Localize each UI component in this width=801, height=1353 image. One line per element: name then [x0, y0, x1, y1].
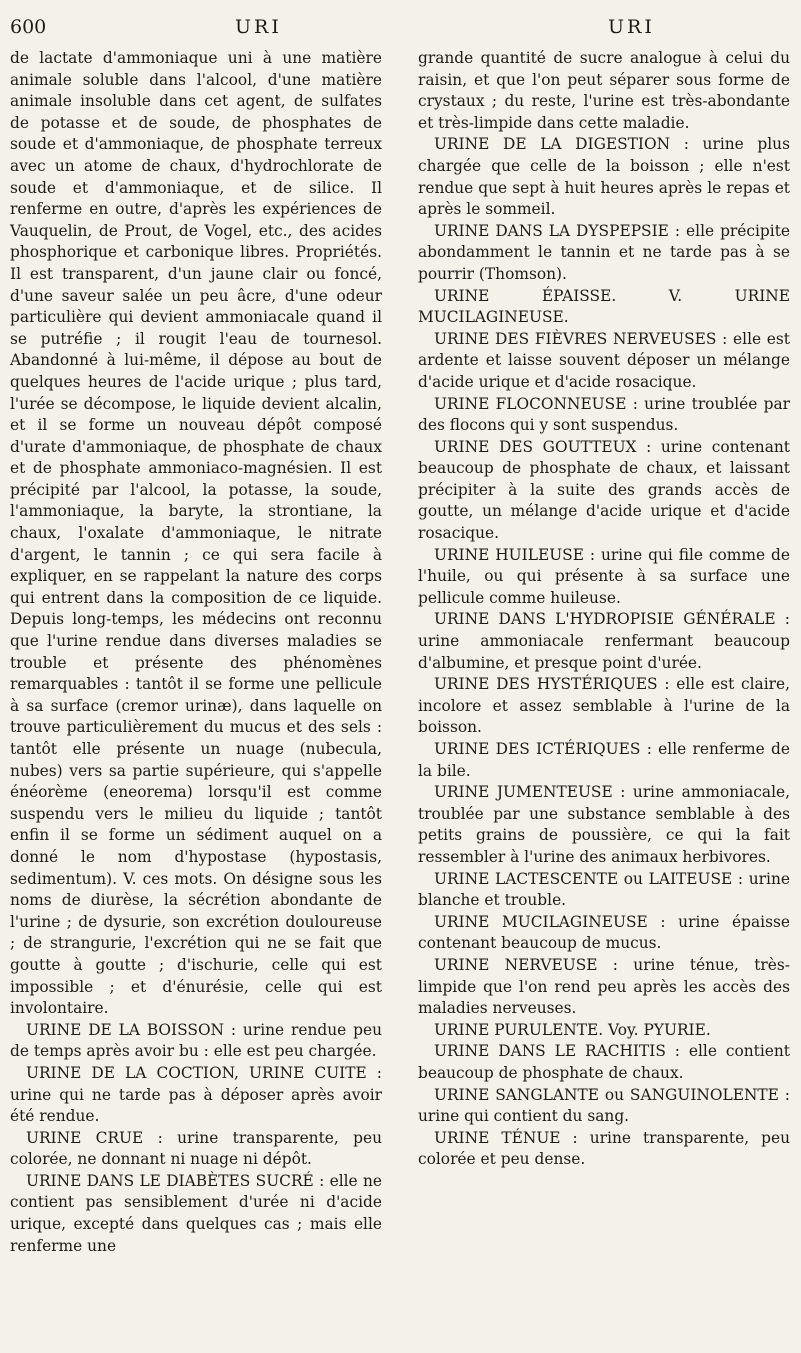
paragraph: de lactate d'ammoniaque uni à une matière animale soluble dans l'alcool, d'une matière animale insoluble dans cet agent, de sulfates de potasse et de soude, de phosphates de soude et d'ammoniaque, de phosphate terreux avec un atome de chaux, d'hydrochlorate de soude et d'ammoniaque, et de silice. Il renferme en outre, d'après les expériences de Vauquelin, de Prout, de Vogel, etc., des acides phosphorique et carbonique libres. Propriétés. Il est transparent, d'un jaune clair ou foncé, d'une saveur salée un peu âcre, d'une odeur particulière qui devient ammoniacale quand il se putréfie ; il rougit l'eau de tournesol. Abandonné à lui-même, il dépose au bout de quelques heures de l'acide urique ; plus tard, l'urée se décompose, le liquide devient alcalin, et il se forme un nouveau dépôt composé d'urate d'ammoniaque, de phosphate de chaux et de phosphate ammoniaco-magnésien. Il est précipité par l'alcool, la potasse, la soude, l'ammoniaque, la baryte, la strontiane, la chaux, l'oxalate d'ammoniaque, le nitrate d'argent, le tannin ; ce qui sera facile à expliquer, en se rappelant la nature des corps qui entrent dans la composition de ce liquide. Depuis long-temps, les médecins ont reconnu que l'urine rendue dans diverses maladies se trouble et présente des phénomènes remarquables : tantôt il se forme une pellicule à sa surface (cremor urinæ), dans laquelle on trouve particulièrement du mucus et des sels : tantôt elle présente un nuage (nubecula, nubes) vers sa partie supérieure, qui s'appelle énéorème (eneorema) lorsqu'il est comme suspendu vers le milieu du liquide ; tantôt enfin il se forme un sédiment auquel on a donné le nom d'hypostase (hypostasis, sedimentum). V. ces mots. On désigne sous les noms de diurèse, la sécrétion abondante de l'urine ; de dysurie, son excrétion douloureuse ; de strangurie, l'excrétion qui ne se fait que goutte à goutte ; d'ischurie, celle qui est impossible ; et d'énurésie, celle qui est involontaire.	[10, 49, 382, 1018]
dictionary-entry: URINE PURULENTE. Voy. PYURIE.	[434, 1020, 711, 1039]
dictionary-entry: URINE DES FIÈVRES NERVEUSES : elle est ardente et laisse souvent déposer un mélange d'acide urique et d'acide rosacique.	[418, 329, 790, 391]
dictionary-entry: URINE DANS LE DIABÈTES SUCRÉ : elle ne contient pas sensiblement d'urée ni d'acide urique, excepté dans quelques cas ; mais elle renferme une	[10, 1171, 382, 1255]
dictionary-entry: URINE TÉNUE : urine transparente, peu colorée et peu dense.	[418, 1128, 790, 1169]
left-column	[10, 48, 382, 1257]
dictionary-entry: URINE LACTESCENTE ou LAITEUSE : urine blanche et trouble.	[418, 869, 790, 910]
right-column	[418, 48, 790, 1171]
dictionary-entry: URINE DES ICTÉRIQUES : elle renferme de la bile.	[418, 740, 790, 780]
page-number: 600	[10, 16, 47, 38]
dictionary-entry: URINE JUMENTEUSE : urine ammoniacale, troublée par une substance semblable à des petits grains de poussière, ce qui la fait ressembler à l'urine des animaux herbivores.	[418, 783, 790, 866]
running-head-left: URI	[235, 16, 282, 38]
dictionary-entry: URINE DANS L'HYDROPISIE GÉNÉRALE : urine ammoniacale renfermant beaucoup d'albumine, et presque point d'urée.	[418, 610, 790, 672]
dictionary-entry: URINE DE LA BOISSON : urine rendue peu de temps après avoir bu : elle est peu chargée.	[10, 1020, 382, 1061]
dictionary-entry: URINE DANS LA DYSPEPSIE : elle précipite abondamment le tannin et ne tarde pas à se pourrir (Thomson).	[418, 221, 790, 283]
dictionary-entry: URINE HUILEUSE : urine qui file comme de l'huile, ou qui présente à sa surface une pellicule comme huileuse.	[418, 545, 790, 607]
dictionary-entry: URINE FLOCONNEUSE : urine troublée par des flocons qui y sont suspendus.	[418, 394, 790, 435]
dictionary-entry: URINE CRUE : urine transparente, peu colorée, ne donnant ni nuage ni dépôt.	[10, 1128, 382, 1169]
running-head-right: URI	[608, 16, 655, 38]
dictionary-entry: URINE ÉPAISSE. V. URINE MUCILAGINEUSE.	[418, 286, 790, 327]
dictionary-entry: URINE DES GOUTTEUX : urine contenant beaucoup de phosphate de chaux, et laissant précipiter à la suite des grands accès de goutte, un mélange d'acide urique et d'acide rosacique.	[418, 437, 790, 543]
dictionary-entry: URINE NERVEUSE : urine ténue, très-limpide que l'on rend peu après les accès des maladies nerveuses.	[418, 955, 790, 1018]
dictionary-entry: URINE DE LA DIGESTION : urine plus chargée que celle de la boisson ; elle n'est rendue que sept à huit heures après le repas et après le sommeil.	[418, 135, 790, 219]
dictionary-entry: URINE DE LA COCTION, URINE CUITE : urine qui ne tarde pas à déposer après avoir été rendue.	[10, 1063, 382, 1126]
paragraph: grande quantité de sucre analogue à celui du raisin, et que l'on peut séparer sous forme de crystaux ; du reste, l'urine est très-abondante et très-limpide dans cette maladie.	[418, 49, 790, 132]
dictionary-entry: URINE DES HYSTÉRIQUES : elle est claire, incolore et assez semblable à l'urine de la boisson.	[418, 675, 790, 737]
dictionary-entry: URINE SANGLANTE ou SANGUINOLENTE : urine qui contient du sang.	[418, 1085, 790, 1126]
dictionary-entry: URINE MUCILAGINEUSE : urine épaisse contenant beaucoup de mucus.	[418, 912, 790, 953]
dictionary-entry: URINE DANS LE RACHITIS : elle contient beaucoup de phosphate de chaux.	[418, 1042, 790, 1082]
page-header	[0, 10, 801, 44]
